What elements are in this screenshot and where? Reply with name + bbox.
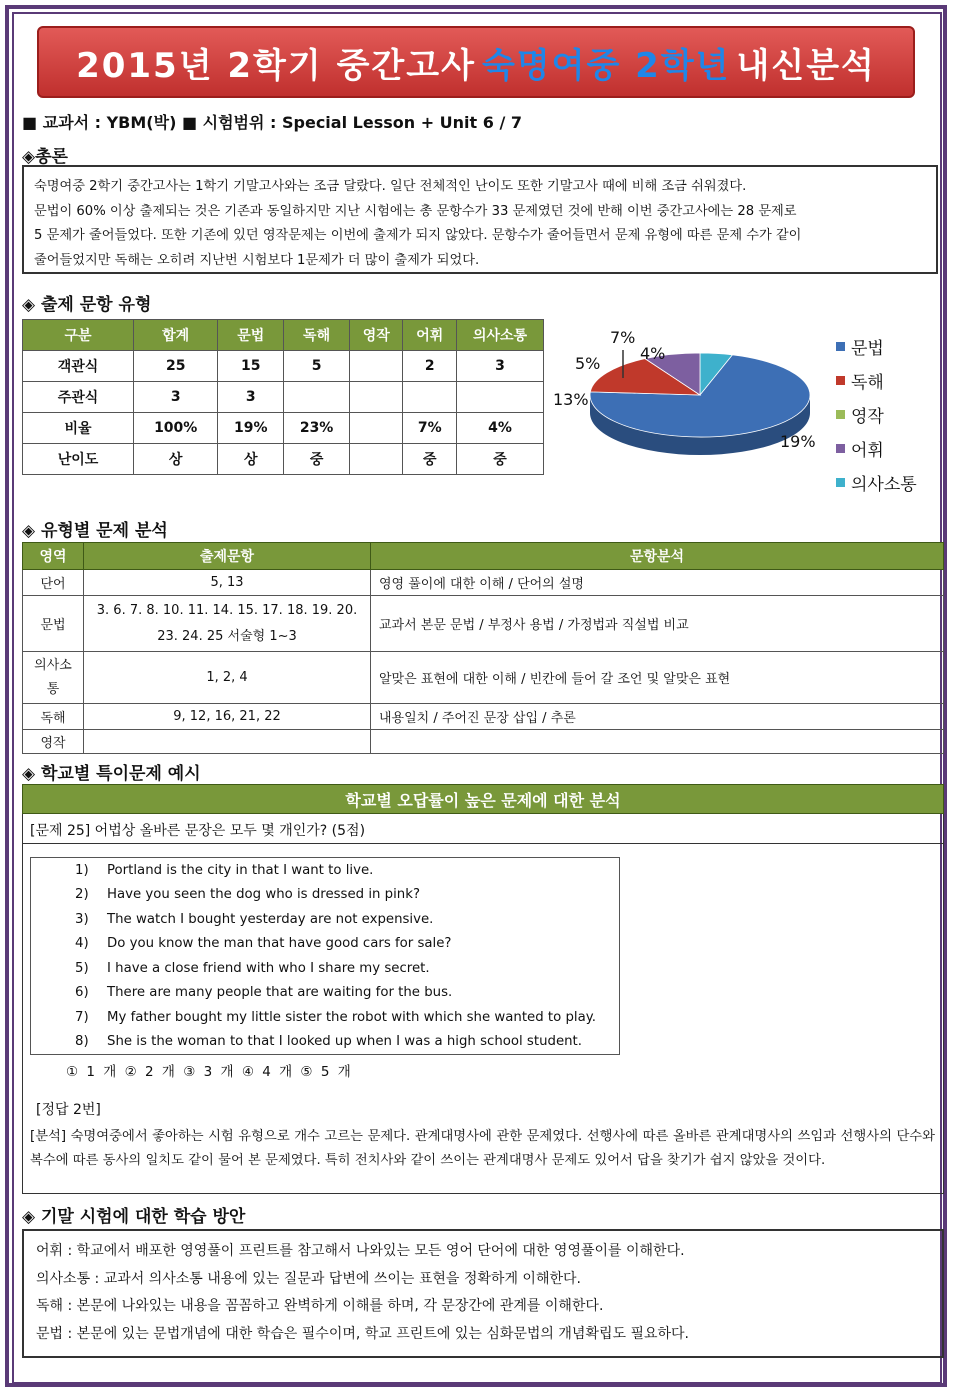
cell: 영영 풀이에 대한 이해 / 단어의 설명 — [371, 570, 944, 596]
type-table — [22, 319, 544, 475]
legend-label: 영작 — [851, 407, 884, 427]
option-item — [75, 961, 430, 976]
th: 영역 — [23, 543, 84, 570]
cell: 상 — [134, 444, 218, 475]
option-item — [75, 1010, 596, 1025]
legend-comm — [836, 470, 917, 495]
table-row — [23, 382, 544, 413]
question-text: [문제 25] 어법상 올바른 문장은 모두 몇 개인가? (5점) — [30, 823, 366, 839]
overview-line: 줄어들었지만 독해는 오히려 지난번 시험보다 1문제가 더 많이 출제가 되었다. — [34, 252, 480, 268]
title-part1: 2015년 2학기 중간고사 — [76, 45, 476, 86]
title-part3: 내신분석 — [736, 45, 876, 86]
section-analysis: ◈ 유형별 문제 분석 — [22, 521, 168, 541]
analysis-table — [22, 542, 944, 754]
cell-line: 통 — [46, 681, 60, 697]
option-item — [75, 985, 452, 1000]
option-num: 4) — [75, 936, 89, 951]
study-line: 어휘 : 학교에서 배포한 영영풀이 프린트를 참고해서 나와있는 모든 영어 단어에 대한 영영풀이를 이해한다. — [36, 1243, 685, 1259]
section-special: ◈ 학교별 특이문제 예시 — [22, 764, 201, 784]
cell: 단어 — [23, 570, 84, 596]
cell: 15 — [218, 351, 284, 382]
pie-label-vocab: 7% — [610, 328, 636, 347]
th: 독해 — [284, 320, 350, 351]
option-text: My father bought my little sister the robot with which she wanted to play. — [107, 1010, 596, 1025]
cell: 25 — [134, 351, 218, 382]
question-analysis: [분석] 숙명여중에서 좋아하는 시험 유형으로 개수 고르는 문제다. 관계대명사에 관한 문제였다. 선행사에 따른 올바른 관계대명사의 쓰임과 선행사의 단수와 복수에 따른 동사의 일치도 같이 물어 본 문제였다. 특히 전치사와 같이 쓰이는 관계대명사 문제도 있어서 답을 찾기가 쉽지 않았을 것이다. — [30, 1129, 935, 1168]
legend-swatch — [836, 444, 845, 453]
legend-swatch — [836, 478, 845, 487]
cell: 3 — [134, 382, 218, 413]
option-num: 2) — [75, 887, 89, 902]
cell-line: 3. 6. 7. 8. 10. 11. 14. 15. 17. 18. 19. 20. — [96, 602, 358, 618]
table-row — [23, 730, 944, 754]
page-title — [37, 26, 915, 98]
option-text: Do you know the man that have good cars for sale? — [107, 936, 452, 951]
cell: 23% — [284, 413, 350, 444]
cell — [349, 382, 403, 413]
pie-label-writing: 5% — [575, 354, 601, 373]
option-item — [75, 912, 433, 927]
cell: 1, 2, 4 — [84, 652, 371, 704]
cell: 독해 — [23, 704, 84, 730]
cell — [284, 382, 350, 413]
th: 영작 — [349, 320, 403, 351]
section-types: ◈ 출제 문항 유형 — [22, 295, 152, 315]
pie-label-grammar: 19% — [780, 432, 816, 451]
option-text: There are many people that are waiting for the bus. — [107, 985, 453, 1000]
study-box — [22, 1229, 944, 1358]
pie-label-comm: 4% — [640, 344, 666, 363]
cell: 7% — [403, 413, 457, 444]
table-row — [23, 652, 944, 704]
legend-vocab — [836, 436, 884, 461]
section-final: ◈ 기말 시험에 대한 학습 방안 — [22, 1207, 246, 1227]
option-item — [75, 1034, 582, 1049]
legend-writing — [836, 402, 884, 427]
pie-label-reading: 13% — [553, 390, 589, 409]
cell: 상 — [218, 444, 284, 475]
cell: 교과서 본문 문법 / 부정사 용법 / 가정법과 직설법 비교 — [371, 596, 944, 652]
th: 문법 — [218, 320, 284, 351]
study-line: 문법 : 본문에 있는 문법개념에 대한 학습은 필수이며, 학교 프린트에 있는 심화문법의 개념확립도 필요하다. — [36, 1325, 689, 1342]
cell: 중 — [403, 444, 457, 475]
cell: 중 — [284, 444, 350, 475]
cell — [371, 730, 944, 754]
legend-swatch — [836, 342, 845, 351]
option-num: 3) — [75, 912, 89, 927]
cell — [23, 652, 84, 704]
option-text: She is the woman to that I looked up when I was a high school student. — [107, 1034, 582, 1049]
pie-chart — [560, 320, 830, 490]
overview-box — [22, 165, 938, 274]
title-part2: 숙명여중 2학년 — [481, 45, 731, 86]
overview-line: 숙명여중 2학기 중간고사는 1학기 기말고사와는 조금 달랐다. 일단 전체적인 난이도 또한 기말고사 때에 비해 조금 쉬워졌다. — [34, 179, 747, 194]
option-item — [75, 936, 452, 951]
th: 구분 — [23, 320, 134, 351]
cell — [457, 382, 544, 413]
option-num: 5) — [75, 961, 89, 976]
cell: 난이도 — [23, 444, 134, 475]
cell: 중 — [457, 444, 544, 475]
option-text: Have you seen the dog who is dressed in pink? — [107, 887, 420, 902]
cell: 3 — [218, 382, 284, 413]
cell: 객관식 — [23, 351, 134, 382]
legend-label: 문법 — [851, 339, 884, 359]
legend-reading — [836, 368, 884, 393]
table-row — [23, 570, 944, 596]
cell — [349, 444, 403, 475]
legend-swatch — [836, 410, 845, 419]
legend-grammar — [836, 334, 884, 359]
study-line: 독해 : 본문에 나와있는 내용을 꼼꼼하고 완벽하게 이해를 하며, 각 문장간에 관계를 이해한다. — [36, 1298, 604, 1314]
cell: 5 — [284, 351, 350, 382]
cell: 알맞은 표현에 대한 이해 / 빈칸에 들어 갈 조언 및 알맞은 표현 — [371, 652, 944, 704]
cell: 2 — [403, 351, 457, 382]
study-line: 의사소통 : 교과서 의사소통 내용에 있는 질문과 답변에 쓰이는 표현을 정확하게 이해한다. — [36, 1270, 581, 1287]
option-text: I have a close friend with who I share my secret. — [107, 961, 430, 976]
cell: 내용일치 / 주어진 문장 삽입 / 추론 — [371, 704, 944, 730]
table-row — [23, 704, 944, 730]
th: 어휘 — [403, 320, 457, 351]
overview-line: 문법이 60% 이상 출제되는 것은 기존과 동일하지만 지난 시험에는 총 문항수가 33 문제였던 것에 반해 이번 중간고사에는 28 문제로 — [34, 203, 797, 219]
section-overview: ◈총론 — [22, 147, 68, 167]
overview-line: 5 문제가 줄어들었다. 또한 기존에 있던 영작문제는 이번에 출제가 되지 않았다. 문항수가 줄어들면서 문제 유형에 따른 문제 수가 같이 — [34, 228, 802, 243]
cell: 비율 — [23, 413, 134, 444]
cell-line: 의사소 — [34, 657, 72, 673]
option-text: Portland is the city in that I want to live. — [107, 863, 374, 878]
correct-answer: [정답 2번] — [36, 1102, 101, 1118]
cell-line: 23. 24. 25 서술형 1~3 — [157, 628, 297, 644]
cell: 문법 — [23, 596, 84, 652]
special-bar: 학교별 오답률이 높은 문제에 대한 분석 — [22, 784, 944, 814]
legend-swatch — [836, 376, 845, 385]
cell — [403, 382, 457, 413]
table-row — [23, 596, 944, 652]
cell: 영작 — [23, 730, 84, 754]
cell: 5, 13 — [84, 570, 371, 596]
th: 문항분석 — [371, 543, 944, 570]
option-num: 7) — [75, 1010, 89, 1025]
table-row — [23, 444, 544, 475]
cell: 9, 12, 16, 21, 22 — [84, 704, 371, 730]
textbook-line: ■ 교과서 : YBM(박) ■ 시험범위 : Special Lesson + Unit 6 / 7 — [22, 113, 523, 132]
th: 합계 — [134, 320, 218, 351]
option-num: 8) — [75, 1034, 89, 1049]
cell: 19% — [218, 413, 284, 444]
cell: 주관식 — [23, 382, 134, 413]
cell — [84, 596, 371, 652]
cell — [349, 413, 403, 444]
cell: 4% — [457, 413, 544, 444]
legend-label: 어휘 — [851, 441, 884, 461]
table-row — [23, 351, 544, 382]
legend-label: 독해 — [851, 373, 884, 393]
option-num: 1) — [75, 863, 89, 878]
cell — [84, 730, 371, 754]
th: 출제문항 — [84, 543, 371, 570]
option-item — [75, 863, 373, 878]
cell: 100% — [134, 413, 218, 444]
option-item — [75, 887, 420, 902]
cell: 3 — [457, 351, 544, 382]
th: 의사소통 — [457, 320, 544, 351]
option-num: 6) — [75, 985, 89, 1000]
options-box — [30, 857, 620, 1055]
table-row — [23, 413, 544, 444]
cell — [349, 351, 403, 382]
legend-label: 의사소통 — [851, 475, 917, 495]
answer-choices: ① 1 개 ② 2 개 ③ 3 개 ④ 4 개 ⑤ 5 개 — [66, 1064, 351, 1080]
option-text: The watch I bought yesterday are not expensive. — [107, 912, 434, 927]
